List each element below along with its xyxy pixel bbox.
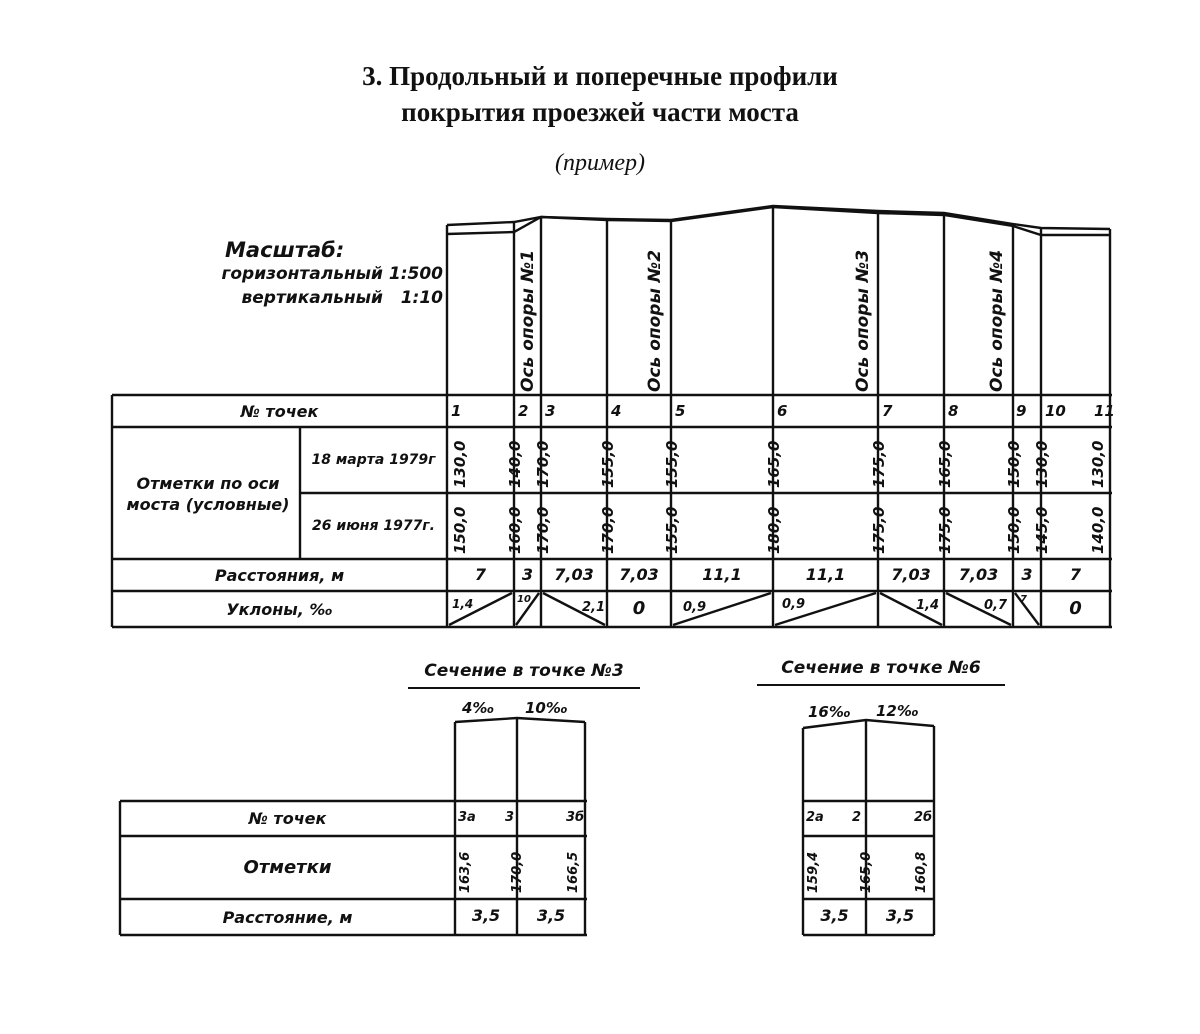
slope-cell: 2,1 xyxy=(582,600,606,615)
section-6-mark: 160,8 xyxy=(914,851,929,893)
mark-date1: 155,0 xyxy=(599,440,617,488)
distance-cell: 7,03 xyxy=(891,565,931,584)
section-3-mark: 166,5 xyxy=(566,851,581,893)
point-number: 7 xyxy=(882,402,893,420)
section-6-mark: 165,0 xyxy=(859,851,874,893)
point-number: 5 xyxy=(675,402,686,420)
section-6-title: Сечение в точке №6 xyxy=(781,658,981,678)
support-axis-3-label: Ось опоры №3 xyxy=(853,249,873,392)
section-3-point: 3а xyxy=(458,810,476,825)
mark-date1: 165,0 xyxy=(765,440,783,488)
document-subtitle: (пример) xyxy=(555,150,645,176)
section-6-point: 2 xyxy=(852,810,862,825)
document-title-line-2: покрытия проезжей части моста xyxy=(401,97,799,127)
section-6-distance: 3,5 xyxy=(885,906,915,925)
mark-date2: 145,0 xyxy=(1033,506,1051,554)
mark-date2: 180,0 xyxy=(765,506,783,554)
section-6-point: 2б xyxy=(914,810,933,825)
mark-date2: 175,0 xyxy=(936,506,954,554)
distance-cell: 7,03 xyxy=(619,565,659,584)
distances-row-label: Расстояния, м xyxy=(214,565,345,585)
section-3-distance: 3,5 xyxy=(536,906,566,925)
section-3-marks-label: Отметки xyxy=(243,857,332,878)
distance-cell: 7 xyxy=(474,565,487,584)
point-number: 1 xyxy=(451,402,462,420)
point-number: 9 xyxy=(1016,402,1027,420)
support-axis-1-label: Ось опоры №1 xyxy=(518,249,538,392)
slope-cell: 0 xyxy=(1069,598,1082,619)
mark-date2: 155,0 xyxy=(663,506,681,554)
slope-cell: 1,4 xyxy=(916,598,940,613)
section-3-distance-label: Расстояние, м xyxy=(222,907,353,927)
section-3-slope-left: 4‰ xyxy=(462,699,495,717)
point-number: 2 xyxy=(518,402,529,420)
slopes-row-label: Уклоны, ‰ xyxy=(226,599,333,619)
section-3-distance: 3,5 xyxy=(471,906,501,925)
section-3-points-label: № точек xyxy=(248,809,327,828)
mark-date1: 140,0 xyxy=(506,440,524,488)
scale-vertical: вертикальный 1:10 xyxy=(241,288,443,308)
slope-cell: 0,9 xyxy=(782,597,806,612)
mark-date2: 140,0 xyxy=(1089,506,1107,554)
mark-date1: 155,0 xyxy=(663,440,681,488)
point-number: 10 xyxy=(1045,402,1066,420)
support-axis-4-label: Ось опоры №4 xyxy=(987,249,1007,392)
mark-date1: 130,0 xyxy=(451,440,469,488)
point-number: 3 xyxy=(545,402,556,420)
support-axis-2-label: Ось опоры №2 xyxy=(645,249,665,392)
mark-date1: 130,0 xyxy=(1033,440,1051,488)
section-3-mark: 163,6 xyxy=(458,851,473,893)
mark-date2: 150,0 xyxy=(451,506,469,554)
section-3-mark: 170,0 xyxy=(510,851,525,893)
distance-cell: 7,03 xyxy=(554,565,594,584)
slope-cell: 10 xyxy=(517,594,531,605)
document-title-line-1: 3. Продольный и поперечные профили xyxy=(362,61,838,91)
distance-cell: 11,1 xyxy=(702,565,742,584)
mark-date1: 165,0 xyxy=(936,440,954,488)
section-6-mark: 159,4 xyxy=(806,851,821,893)
mark-date1: 175,0 xyxy=(870,440,888,488)
mark-date1: 130,0 xyxy=(1089,440,1107,488)
mark-date2: 170,0 xyxy=(534,506,552,554)
scale-horizontal: горизонтальный 1:500 xyxy=(221,264,443,284)
slope-cell: 0,7 xyxy=(984,598,1008,613)
point-number: 6 xyxy=(777,402,788,420)
scale-label: Масштаб: xyxy=(225,238,345,262)
points-row-label: № точек xyxy=(240,401,319,421)
slope-cell: 1,4 xyxy=(452,597,474,611)
mark-date2: 175,0 xyxy=(870,506,888,554)
date1-label: 18 марта 1979г xyxy=(311,451,436,468)
distance-cell: 11,1 xyxy=(805,565,846,584)
date2-label: 26 июня 1977г. xyxy=(312,517,435,534)
mark-date1: 150,0 xyxy=(1005,440,1023,488)
distance-cell: 7,03 xyxy=(958,565,999,584)
section-6-distance: 3,5 xyxy=(820,906,849,925)
mark-date2: 170,0 xyxy=(599,506,617,554)
section-6-point: 2а xyxy=(806,810,824,825)
distance-cell: 3 xyxy=(1021,565,1033,584)
section-6-slope-left: 16‰ xyxy=(808,703,851,721)
point-number: 8 xyxy=(948,402,959,420)
mark-date1: 170,0 xyxy=(534,440,552,488)
section-3-point: 3б xyxy=(566,810,585,825)
point-number: 11 xyxy=(1094,402,1115,420)
slope-cell: 0 xyxy=(632,598,646,619)
distance-cell: 3 xyxy=(521,565,534,584)
point-number: 4 xyxy=(611,402,622,420)
section-6-slope-right: 12‰ xyxy=(876,702,919,720)
section-3-title: Сечение в точке №3 xyxy=(424,661,624,681)
marks-row-label: Отметки по оси моста (условные) xyxy=(126,474,290,514)
mark-date2: 160,0 xyxy=(506,506,524,554)
slope-cell: 7 xyxy=(1020,594,1027,605)
slope-cell: 0,9 xyxy=(683,600,707,615)
distance-cell: 7 xyxy=(1069,565,1082,584)
section-3-point: 3 xyxy=(505,810,515,825)
section-3-slope-right: 10‰ xyxy=(525,699,568,717)
mark-date2: 150,0 xyxy=(1005,506,1023,554)
